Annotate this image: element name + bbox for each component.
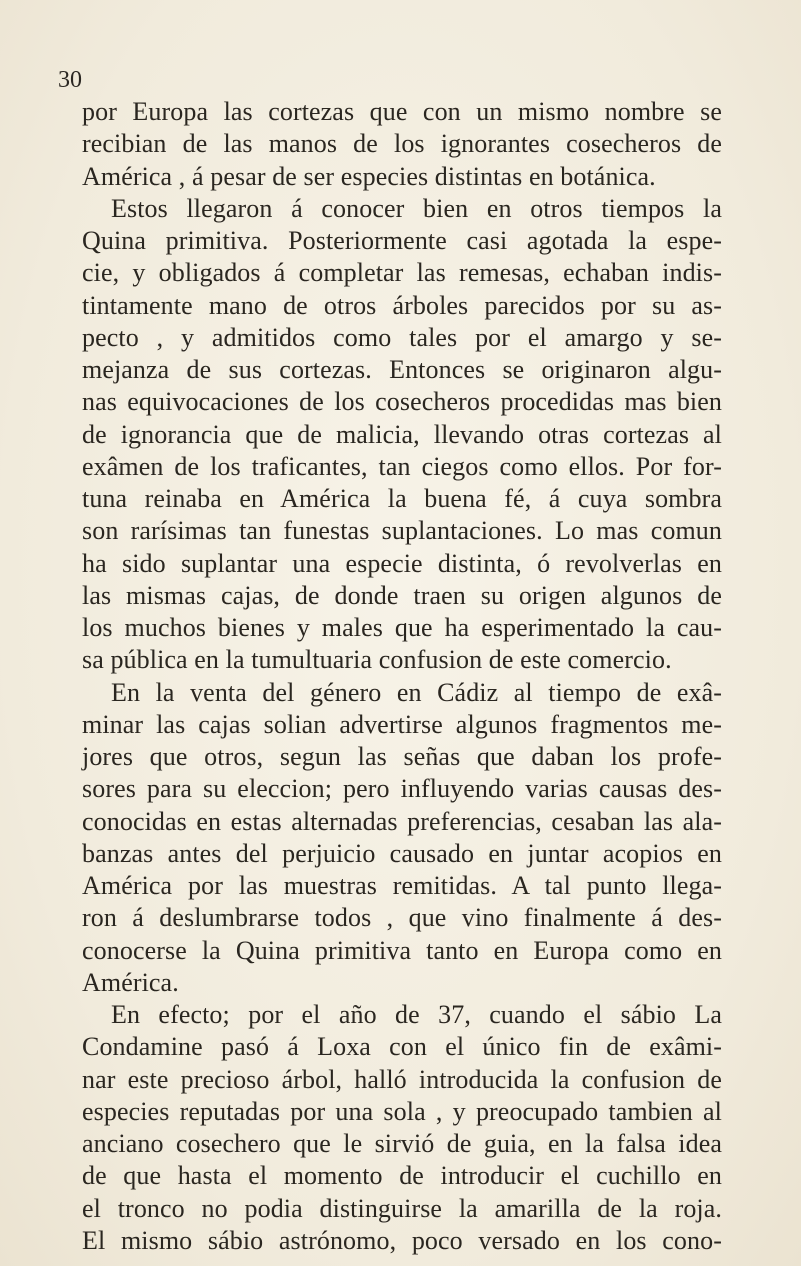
text-line: anciano cosechero que le sirvió de guia, en la falsa idea	[82, 1129, 722, 1158]
text-line: jores que otros, segun las señas que daban los profe-	[82, 742, 722, 771]
text-line: Quina primitiva. Posteriormente casi agotada la espe-	[82, 226, 722, 255]
text-line: Condamine pasó á Loxa con el único fin de exâmi-	[82, 1032, 722, 1062]
text-line: América.	[82, 967, 179, 997]
text-line: Estos llegaron á conocer bien en otros tiempos la	[111, 193, 722, 223]
text-line: especies reputadas por una sola , y preocupado tambien al	[82, 1096, 722, 1126]
text-line: En efecto; por el año de 37, cuando el sábio La	[111, 1000, 722, 1029]
text-line: las mismas cajas, de donde traen su origen algunos de	[82, 580, 722, 610]
text-line: El mismo sábio astrónomo, poco versado en los cono-	[82, 1225, 722, 1255]
text-line: conocerse la Quina primitiva tanto en Europa como en	[82, 935, 722, 965]
text-line: América por las muestras remitidas. A tal punto llega-	[82, 871, 722, 900]
text-line: América , á pesar de ser especies distintas en botánica.	[82, 161, 656, 191]
body-text	[82, 96, 722, 1257]
text-line: conocidas en estas alternadas preferencias, cesaban las ala-	[82, 806, 722, 836]
text-line: los muchos bienes y males que ha esperimentado la cau-	[82, 613, 722, 642]
text-line: minar las cajas solian advertirse algunos fragmentos me-	[82, 709, 722, 739]
text-line: exâmen de los traficantes, tan ciegos como ellos. Por for-	[82, 451, 722, 481]
text-line: cie, y obligados á completar las remesas, echaban indis-	[82, 258, 722, 288]
text-line: recibian de las manos de los ignorantes cosecheros de	[82, 129, 722, 159]
text-line: de que hasta el momento de introducir el cuchillo en	[82, 1161, 722, 1191]
text-line: ha sido suplantar una especie distinta, ó revolverlas en	[82, 548, 722, 578]
text-line: sores para su eleccion; pero influyendo varias causas des-	[82, 774, 722, 804]
text-line: son rarísimas tan funestas suplantaciones. Lo mas comun	[82, 516, 722, 546]
text-line: tintamente mano de otros árboles parecidos por su as-	[82, 290, 722, 320]
text-line: por Europa las cortezas que con un mismo nombre se	[82, 97, 722, 126]
text-line: sa pública en la tumultuaria confusion de este comercio.	[82, 645, 672, 675]
text-line: nas equivocaciones de los cosecheros procedidas mas bien	[82, 387, 722, 417]
text-line: ron á deslumbrarse todos , que vino finalmente á des-	[82, 903, 722, 933]
page-number: 30	[58, 67, 82, 93]
text-line: En la venta del género en Cádiz al tiempo de exâ-	[111, 677, 722, 707]
text-line: banzas antes del perjuicio causado en juntar acopios en	[82, 838, 722, 868]
text-line: nar este precioso árbol, halló introducida la confusion de	[82, 1064, 722, 1094]
text-line: mejanza de sus cortezas. Entonces se originaron algu-	[82, 355, 722, 384]
text-line: de ignorancia que de malicia, llevando otras cortezas al	[82, 419, 722, 449]
text-line: tuna reinaba en América la buena fé, á cuya sombra	[82, 484, 722, 513]
text-line: el tronco no podia distinguirse la amarilla de la roja.	[82, 1193, 722, 1223]
text-line: pecto , y admitidos como tales por el amargo y se-	[82, 322, 722, 352]
